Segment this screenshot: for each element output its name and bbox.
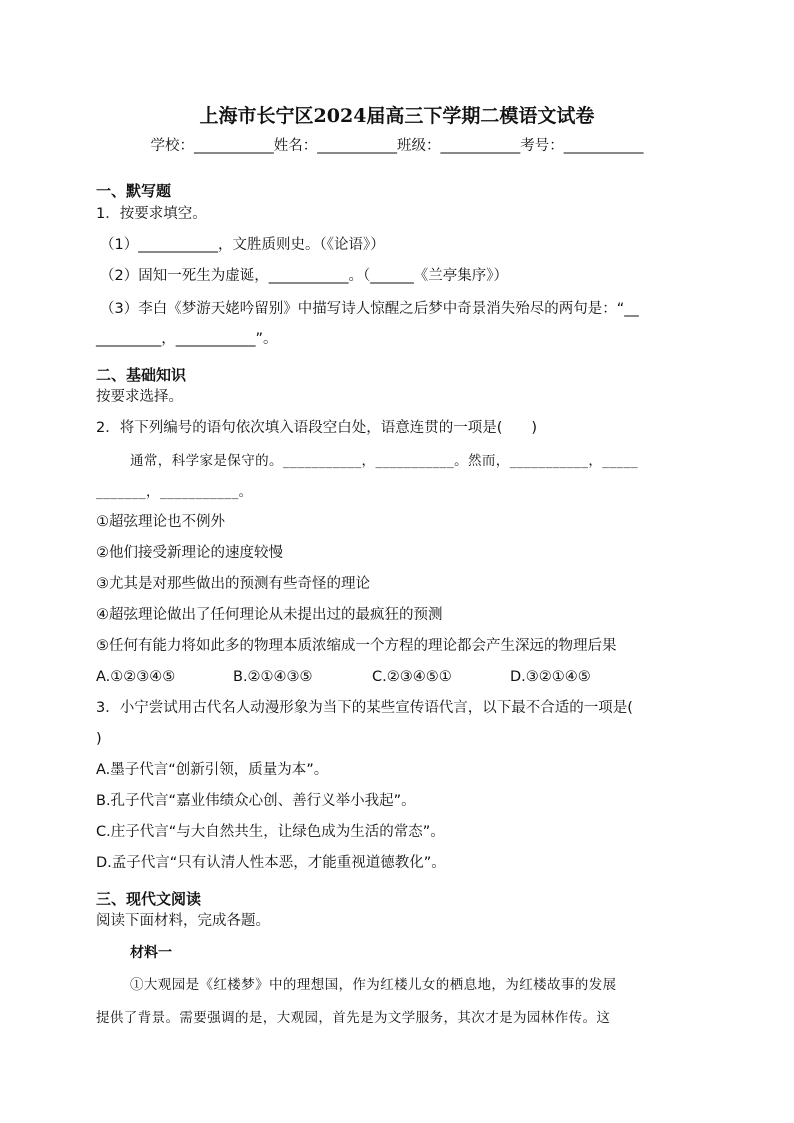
question-2-item-4: ④超弦理论做出了任何理论从未提出过的最疯狂的预测 — [96, 607, 443, 623]
section-3-instruction: 阅读下面材料，完成各题。 — [96, 913, 270, 929]
question-3-stem: 3．小宁尝试用古代名人动漫形象为当下的某些宣传语代言，以下最不合适的一项是( — [96, 700, 633, 716]
question-1-stem: 1．按要求填空。 — [96, 206, 207, 222]
question-3-option-b: B.孔子代言“嘉业伟绩众心创、善行义举小我起”。 — [96, 793, 416, 809]
student-info-line: 学校：___________姓名：___________班级：___________考号：___________ — [150, 138, 644, 154]
question-2-option-b: B.②①④③⑤ — [233, 669, 313, 685]
question-2-stem: 2．将下列编号的语句依次填入语段空白处，语意连贯的一项是( ) — [96, 420, 538, 436]
section-2-instruction: 按要求选择。 — [96, 389, 183, 405]
section-heading-modern-reading: 三、现代文阅读 — [96, 890, 202, 908]
question-1-part-2: （2）固知一死生为虚诞，___________。（______《兰亭集序》） — [100, 268, 508, 284]
question-3-option-d: D.孟子代言“只有认清人性本恶，才能重视道德教化”。 — [96, 855, 446, 871]
question-3-stem-continued: ) — [96, 731, 102, 747]
question-2-item-2: ②他们接受新理论的速度较慢 — [96, 545, 283, 561]
question-2-item-1: ①超弦理论也不例外 — [96, 514, 225, 530]
question-3-option-a: A.墨子代言“创新引领，质量为本”。 — [96, 762, 329, 778]
section-heading-dictation: 一、默写题 — [96, 182, 172, 200]
exam-title: 上海市长宁区2024届高三下学期二模语文试卷 — [199, 105, 595, 127]
question-2-option-d: D.③②①④⑤ — [510, 669, 591, 685]
material-paragraph-line-2: 提供了背景。需要强调的是，大观园，首先是为文学服务，其次才是为园林作传。这 — [96, 1010, 611, 1026]
question-1-part-3: （3）李白《梦游天姥吟留别》中描写诗人惊醒之后梦中奇景消失殆尽的两句是：“__ — [100, 301, 639, 317]
material-label: 材料一 — [130, 945, 172, 961]
section-heading-basics: 二、基础知识 — [96, 366, 187, 384]
question-2-option-c: C.②③④⑤① — [372, 669, 452, 685]
material-paragraph-line-1: ①大观园是《红楼梦》中的理想国，作为红楼儿女的栖息地，为红楼故事的发展 — [130, 977, 617, 993]
question-2-item-3: ③尤其是对那些做出的预测有些奇怪的理论 — [96, 576, 370, 592]
question-3-option-c: C.庄子代言“与大自然共生，让绿色成为生活的常态”。 — [96, 824, 445, 840]
question-2-passage-continued: _______，___________。 — [96, 484, 253, 500]
question-2-passage: 通常，科学家是保守的。___________，___________。然而，___________，_____ — [130, 453, 638, 469]
question-1-part-1: （1）___________，文胜质则史。（《论语》） — [100, 237, 385, 253]
question-1-part-3-continued: _________，___________”。 — [96, 331, 278, 347]
question-2-option-a: A.①②③④⑤ — [96, 669, 176, 685]
question-2-item-5: ⑤任何有能力将如此多的物理本质浓缩成一个方程的理论都会产生深远的物理后果 — [96, 638, 617, 654]
